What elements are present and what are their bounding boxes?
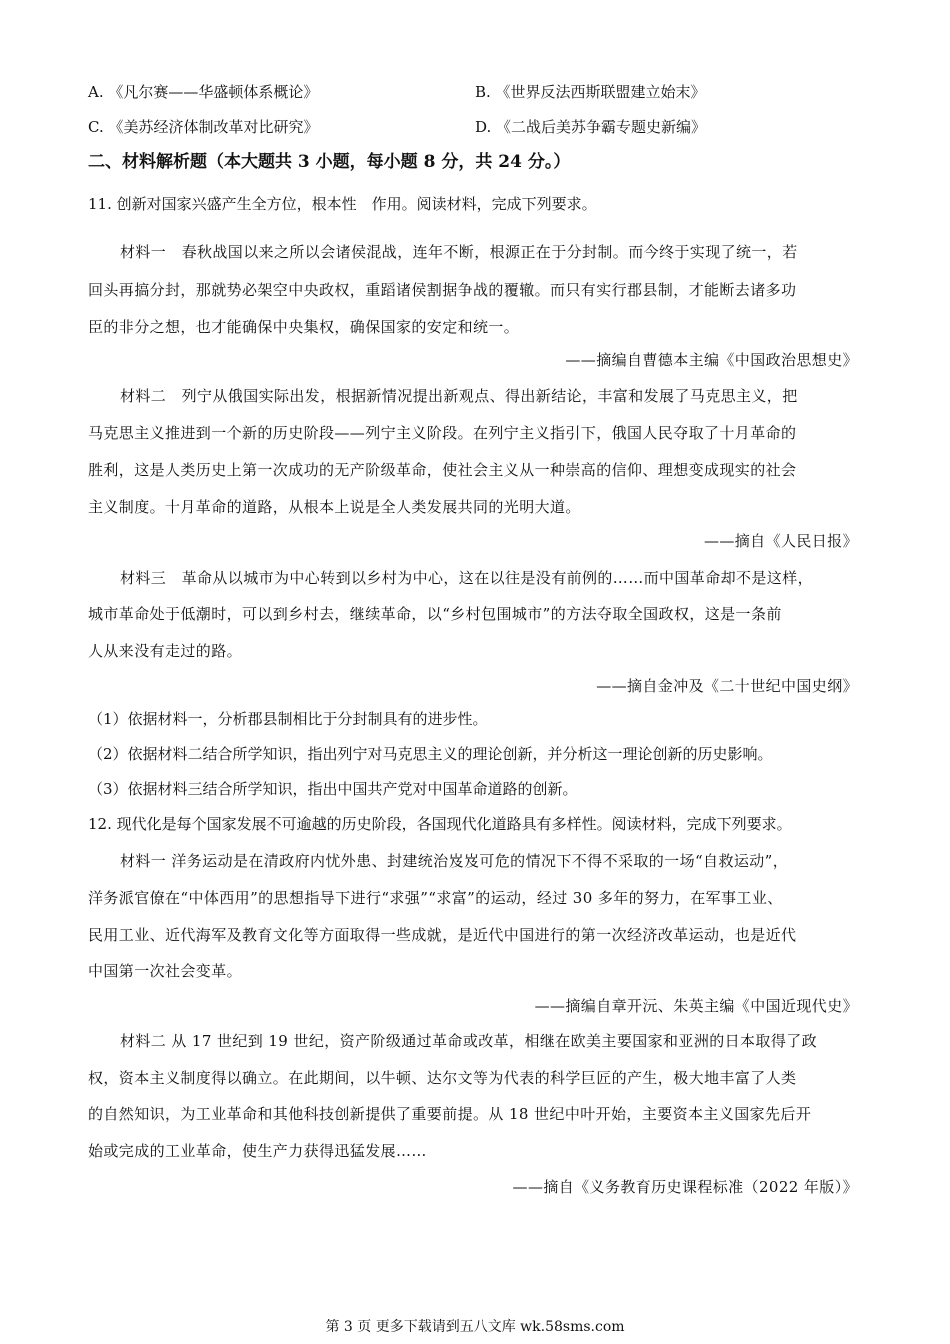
- q11-material2-line: 材料二 列宁从俄国实际出发，根据新情况提出新观点、得出新结论，丰富和发展了马克思主义，把: [120, 387, 798, 405]
- q11-subquestion-2: （2）依据材料二结合所学知识，指出列宁对马克思主义的理论创新，并分析这一理论创新的历史影响。: [88, 745, 773, 763]
- q12-material1-source: ——摘编自章开沅、朱英主编《中国近现代史》: [534, 997, 858, 1015]
- q12-material1-line: 中国第一次社会变革。: [88, 962, 243, 980]
- q12-material2-line: 的自然知识，为工业革命和其他科技创新提供了重要前提。从 18 世纪中叶开始，主要资本主义国家先后开: [88, 1105, 812, 1123]
- q11-material2-source: ——摘自《人民日报》: [703, 532, 858, 550]
- q12-material2-line: 材料二 从 17 世纪到 19 世纪，资产阶级通过革命或改革，相继在欧美主要国家和亚洲的日本取得了政: [120, 1032, 818, 1050]
- q12-material1-line: 洋务派官僚在“中体西用”的思想指导下进行“求强”“求富”的运动，经过 30 多年的努力，在军事工业、: [88, 889, 783, 907]
- q11-material1-line: 材料一 春秋战国以来之所以会诸侯混战，连年不断，根源正在于分封制。而今终于实现了统一，若: [120, 243, 798, 261]
- q11-material3-line: 城市革命处于低潮时，可以到乡村去，继续革命，以“乡村包围城市”的方法夺取全国政权，这是一条前: [88, 605, 782, 623]
- option-d: D. 《二战后美苏争霸专题史新编》: [475, 118, 707, 136]
- page-footer: 第 3 页 更多下载请到五八文库 wk.58sms.com: [325, 1319, 625, 1335]
- q11-material3-line: 人从来没有走过的路。: [88, 642, 243, 660]
- q11-material1-source: ——摘编自曹德本主编《中国政治思想史》: [565, 351, 858, 369]
- q11-subquestion-3: （3）依据材料三结合所学知识，指出中国共产党对中国革命道路的创新。: [88, 780, 578, 798]
- section-title: 二、材料解析题（本大题共 3 小题，每小题 8 分，共 24 分。）: [88, 152, 571, 172]
- q12-material1-line: 民用工业、近代海军及教育文化等方面取得一些成就，是近代中国进行的第一次经济改革运动，也是近代: [88, 926, 797, 944]
- option-a: A. 《凡尔赛——华盛顿体系概论》: [88, 83, 319, 101]
- q11-material3-line: 材料三 革命从以城市为中心转到以乡村为中心，这在以往是没有前例的……而中国革命却不是这样，: [120, 569, 814, 587]
- q11-material2-line: 胜利，这是人类历史上第一次成功的无产阶级革命，使社会主义从一种崇高的信仰、理想变成现实的社会: [88, 461, 797, 479]
- q12-material2-source: ——摘自《义务教育历史课程标准（2022 年版）》: [512, 1178, 858, 1196]
- question-11-stem: 11. 创新对国家兴盛产生全方位，根本性 作用。阅读材料，完成下列要求。: [88, 195, 597, 213]
- q11-material2-line: 主义制度。十月革命的道路，从根本上说是全人类发展共同的光明大道。: [88, 498, 581, 516]
- q11-material1-line: 回头再搞分封，那就势必架空中央政权，重蹈诸侯割据争战的覆辙。而只有实行郡县制，才能断去诸多功: [88, 281, 797, 299]
- q12-material2-line: 始或完成的工业革命，使生产力获得迅猛发展……: [88, 1142, 427, 1160]
- option-b: B. 《世界反法西斯联盟建立始末》: [475, 83, 706, 101]
- question-12-stem: 12. 现代化是每个国家发展不可逾越的历史阶段，各国现代化道路具有多样性。阅读材料，完成下列要求。: [88, 815, 792, 833]
- q11-material1-line: 臣的非分之想，也才能确保中央集权，确保国家的安定和统一。: [88, 318, 520, 336]
- q11-subquestion-1: （1）依据材料一，分析郡县制相比于分封制具有的进步性。: [88, 710, 488, 728]
- option-c: C. 《美苏经济体制改革对比研究》: [88, 118, 319, 136]
- q11-material3-source: ——摘自金冲及《二十世纪中国史纲》: [596, 677, 858, 695]
- q12-material2-line: 权，资本主义制度得以确立。在此期间，以牛顿、达尔文等为代表的科学巨匠的产生，极大地丰富了人类: [88, 1069, 797, 1087]
- q12-material1-line: 材料一 洋务运动是在清政府内忧外患、封建统治岌岌可危的情况下不得不采取的一场“自救运动”，: [120, 852, 789, 870]
- q11-material2-line: 马克思主义推进到一个新的历史阶段——列宁主义阶段。在列宁主义指引下，俄国人民夺取了十月革命的: [88, 424, 797, 442]
